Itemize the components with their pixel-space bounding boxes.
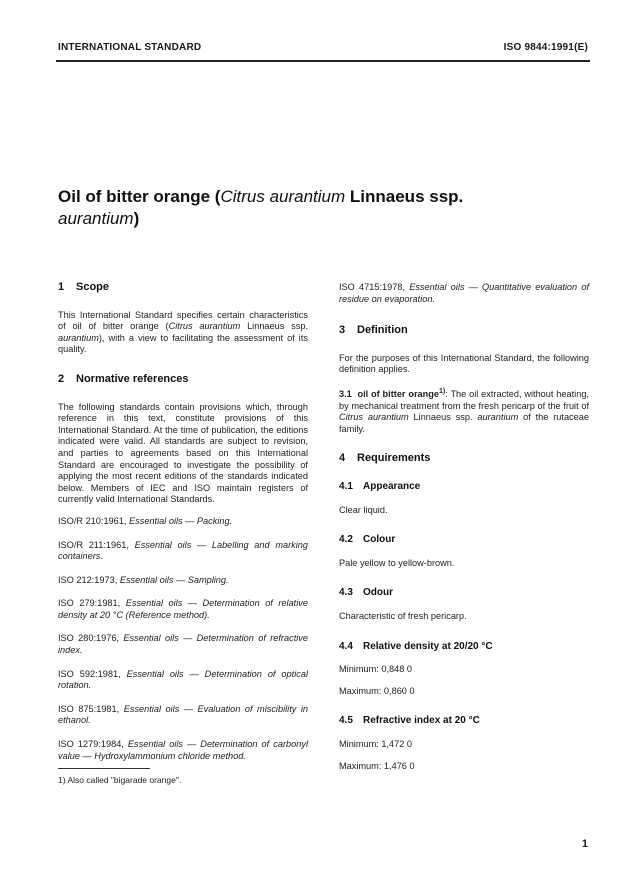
appearance-heading: 4.1 Appearance [339, 481, 421, 492]
section-requirements-heading: 4 Requirements [339, 452, 431, 465]
header-left: INTERNATIONAL STANDARD [58, 42, 202, 53]
page-number: 1 [581, 838, 588, 850]
refractive-heading: 4.5 Refractive index at 20 °C [339, 715, 480, 727]
reference-item: ISO 592:1981, Essential oils — Determination of optical rotation. [58, 668, 308, 691]
colour-heading: 4.2 Colour [339, 534, 396, 546]
colour-text: Pale yellow to yellow-brown. [339, 557, 455, 568]
section-definition-heading: 3 Definition [339, 324, 408, 337]
definition-intro: For the purposes of this International Standard, the following definition applies. [339, 352, 589, 375]
normative-intro: The following standards contain provisions which, through reference in this text, constitute provisions of this International Standard. At the time of publication, the editions indicated were valid. All standards are subject to revision, and parties to agreements based on this International Standard are encouraged to investigate the possibility of applying the most recent editions of the standards indicated below. Members of IEC and ISO maintain registers of currently valid International Standards. [58, 401, 308, 505]
footnote: 1) Also called "bigarade orange". [58, 775, 182, 786]
reference-item: ISO 280:1976, Essential oils — Determination of refractive index. [58, 633, 308, 656]
section-scope-heading: 1 Scope [58, 281, 110, 293]
footnote-rule [58, 768, 150, 769]
reference-item: ISO 279:1981, Essential oils — Determination of relative density at 20 °C (Reference method). [58, 598, 308, 620]
reference-item: ISO 875:1981, Essential oils — Evaluation of miscibility in ethanol. [58, 703, 309, 726]
right-column [339, 282, 589, 782]
appearance-text: Clear liquid. [339, 504, 388, 515]
reference-item: ISO/R 211:1961, Essential oils — Labelling and marking containers. [58, 539, 308, 562]
left-column [58, 282, 308, 787]
header-rule [56, 60, 590, 62]
refractive-max: Maximum: 1,476 0 [339, 760, 415, 771]
title-italic-1: Citrus aurantium [220, 187, 346, 206]
reference-item: ISO 1279:1984, Essential oils — Determination of carbonyl value — Hydroxylammonium chloride method. [58, 739, 308, 761]
density-heading: 4.4 Relative density at 20/20 °C [339, 640, 493, 652]
refractive-min: Minimum: 1,472 0 [339, 738, 413, 749]
reference-item: ISO 212:1973, Essential oils — Sampling. [58, 574, 229, 585]
definition-text: 3.1 oil of bitter orange$^{1)}$: The oil extracted, without heating, by mechanical treatment from the fresh pericarp of the fruit of Citrus aurantium Linnaeus ssp. aurantium of the rutaceae family. [339, 387, 589, 434]
reference-item: ISO 4715:1978, Essential oils — Quantitative evaluation of residue on evaporation. [339, 282, 589, 304]
odour-heading: 4.3 Odour [339, 587, 393, 599]
section-normative-heading: 2 Normative references [58, 372, 189, 385]
reference-item: ISO/R 210:1961, Essential oils — Packing. [58, 515, 233, 526]
density-max: Maximum: 0,860 0 [339, 685, 415, 696]
header-right: ISO 9844:1991(E) [503, 42, 588, 53]
document-title: Oil of bitter orange (Citrus aurantium Linnaeus ssp. aurantium) [58, 187, 464, 228]
scope-text: This International Standard specifies certain characteristics of oil of bitter orange (Citrus aurantium Linnaeus ssp. aurantium), with a view to facilitating the assessment of its quality. [58, 309, 309, 355]
density-min: Minimum: 0,848 0 [339, 664, 413, 675]
title-italic-2: aurantium [58, 209, 134, 228]
running-header [58, 42, 588, 60]
odour-text: Characteristic of fresh pericarp. [339, 610, 467, 621]
